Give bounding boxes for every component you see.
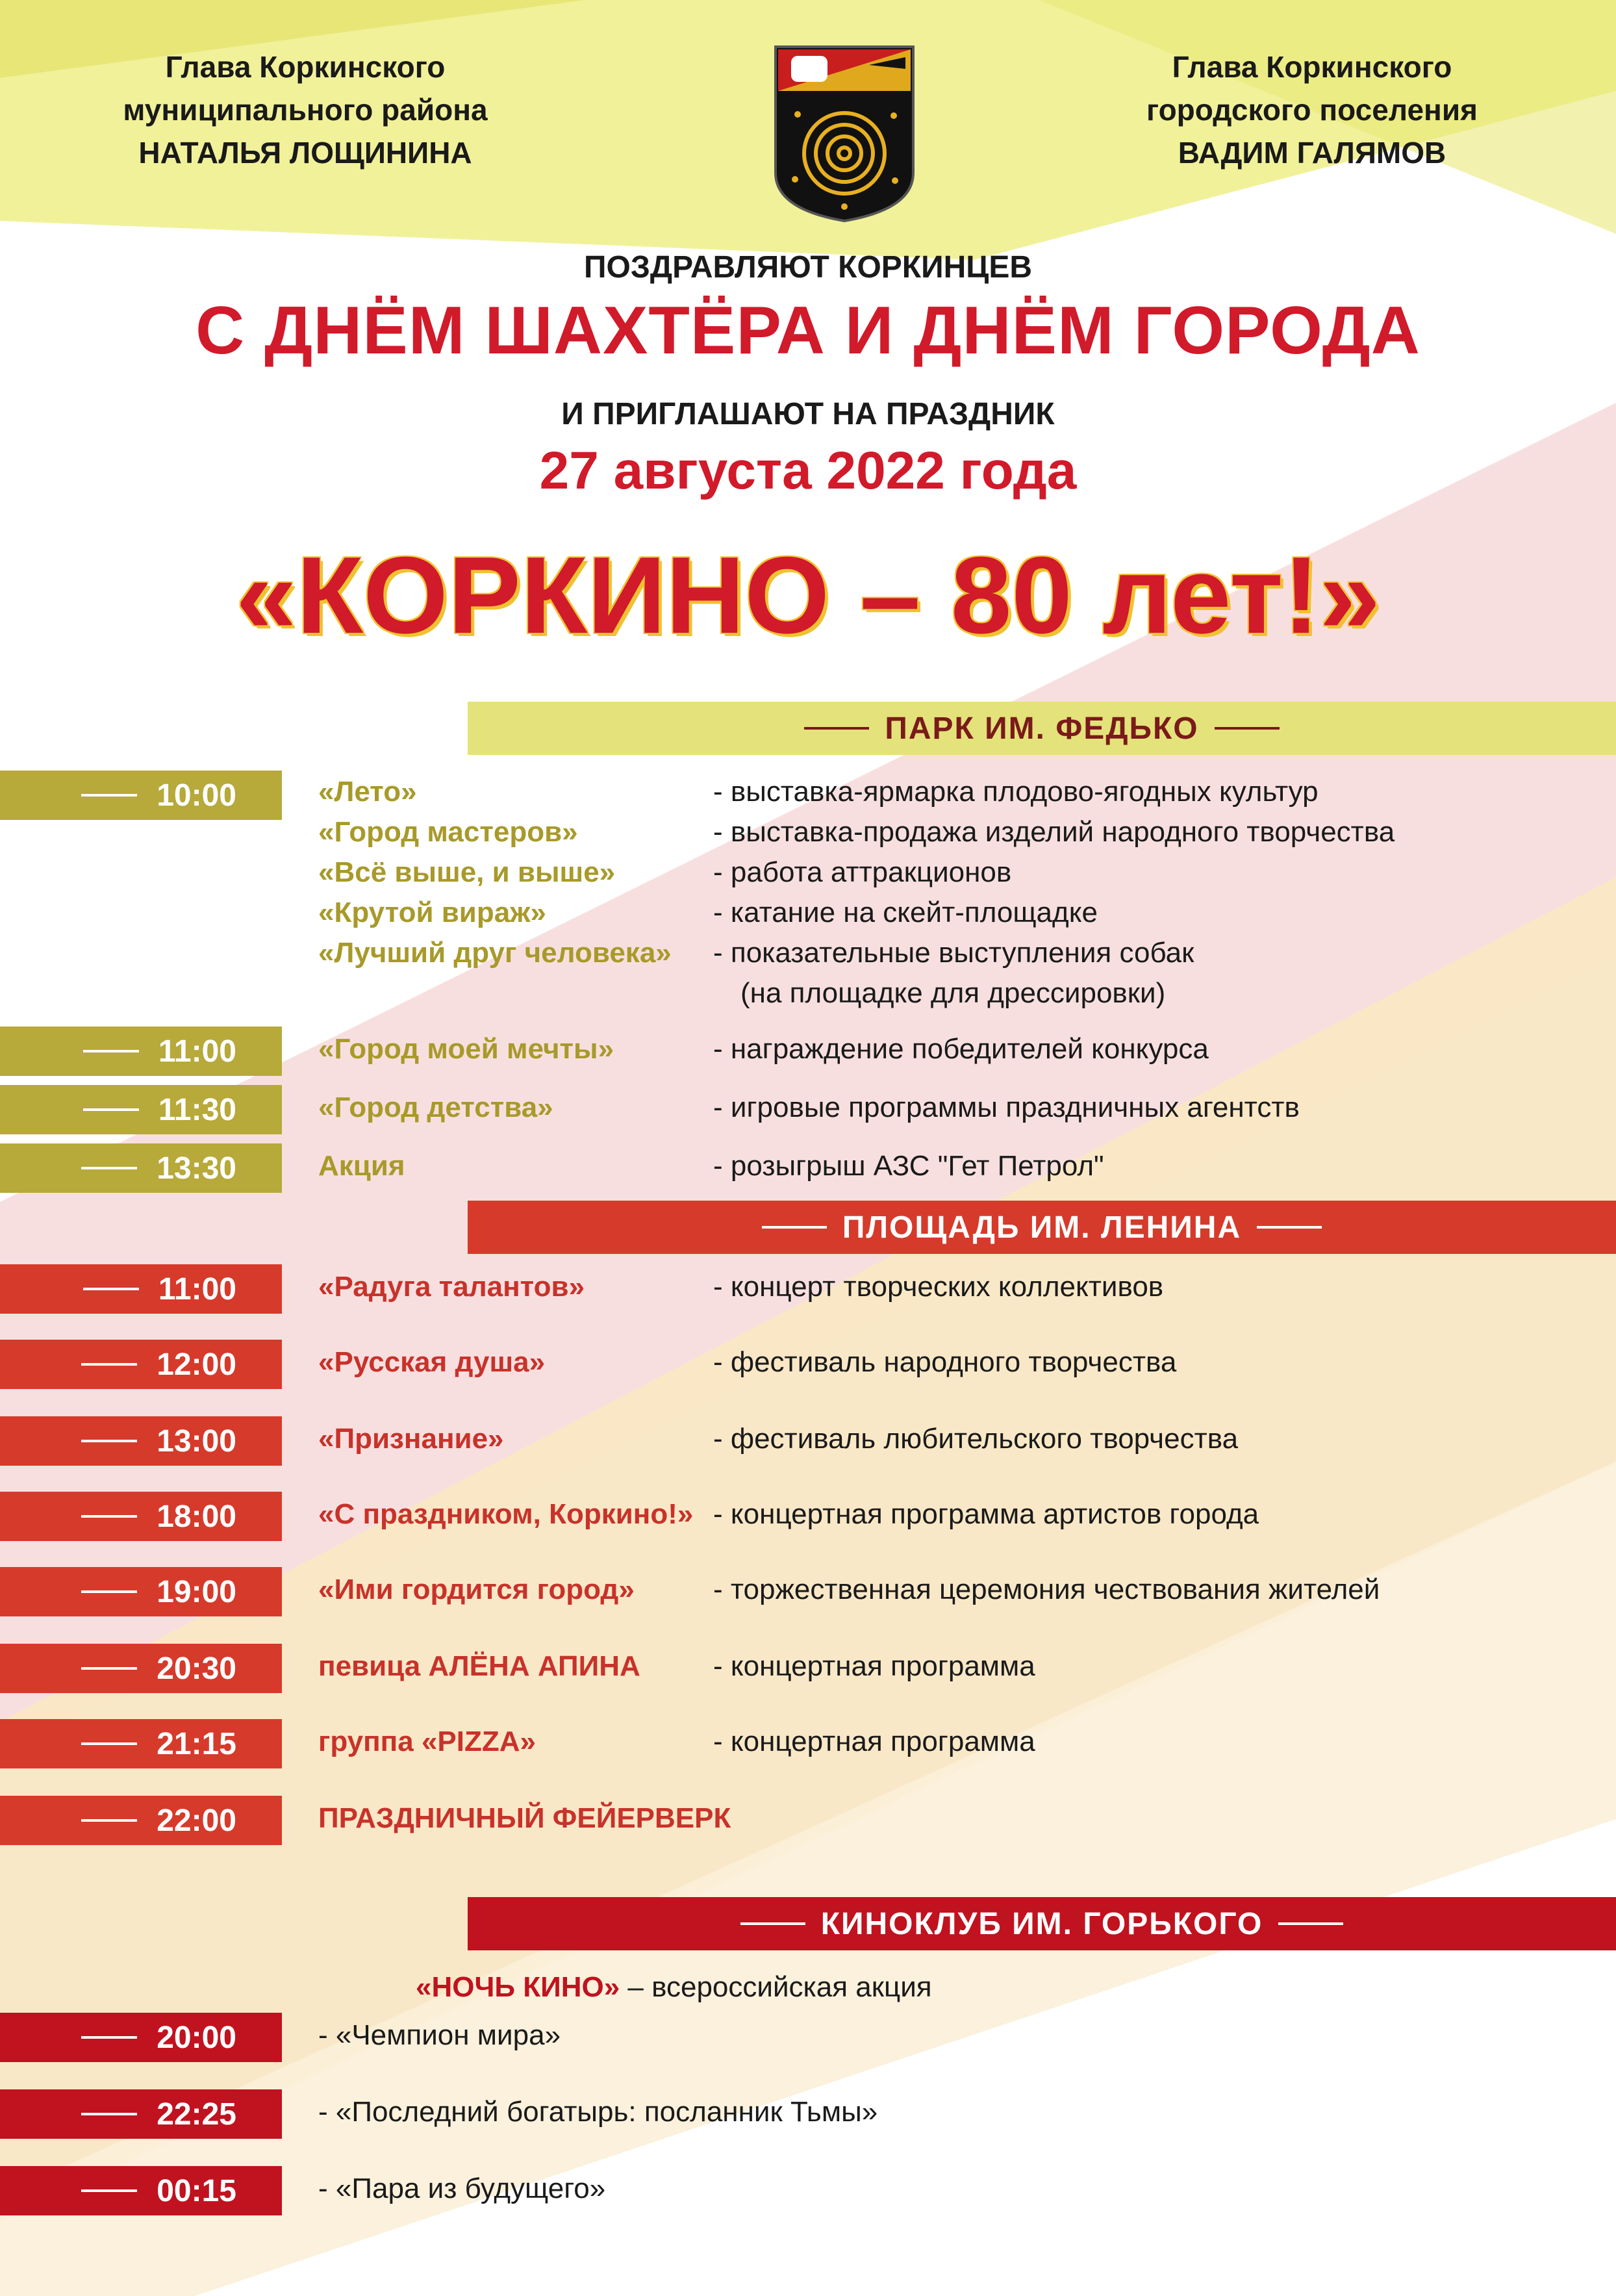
time-dash: [81, 1363, 137, 1366]
time-dash: [81, 1590, 137, 1593]
header-right: [1065, 45, 1559, 174]
event-description: - выставка-ярмарка плодово-ягодных культур: [713, 776, 1319, 808]
time-badge: [0, 1492, 282, 1541]
time-dash: [81, 2113, 137, 2115]
event-description: - выставка-продажа изделий народного творчества: [713, 816, 1395, 848]
event-description: - фестиваль любительского творчества: [713, 1423, 1239, 1455]
time-label: 19:00: [157, 1574, 236, 1609]
event-description: - фестиваль народного творчества: [713, 1346, 1177, 1378]
event-title: «Крутой вираж»: [318, 897, 546, 928]
header-right-line-1: Глава Коркинского: [1172, 50, 1452, 84]
event-description: - катание на скейт-площадке: [713, 897, 1098, 928]
event-description: - концертная программа артистов города: [713, 1498, 1259, 1530]
event-description: - концерт творческих коллективов: [713, 1271, 1164, 1303]
time-label: 22:00: [157, 1803, 236, 1838]
section-dash-left: [740, 1922, 805, 1925]
time-badge: [0, 1644, 282, 1693]
movie-title: - «Чемпион мира»: [318, 2019, 561, 2051]
event-description: - концертная программа: [713, 1726, 1035, 1757]
time-badge: [0, 1085, 282, 1134]
event-title: «Ими гордится город»: [318, 1574, 635, 1605]
time-dash: [81, 1742, 137, 1745]
time-dash: [81, 2189, 137, 2192]
time-label: 11:30: [158, 1092, 236, 1127]
cinema-intro-desc: – всероссийская акция: [620, 1971, 932, 2003]
event-title: «Лето»: [318, 776, 417, 808]
event-note: (на площадке для дрессировки): [740, 977, 1166, 1009]
time-label: 13:30: [157, 1151, 236, 1186]
header-left-line-3: НАТАЛЬЯ ЛОЩИНИНА: [138, 136, 472, 170]
event-description: - торжественная церемония чествования жителей: [713, 1574, 1380, 1605]
event-title: «Город детства»: [318, 1091, 553, 1123]
time-badge: [0, 1796, 282, 1845]
time-label: 11:00: [158, 1034, 236, 1069]
event-title: ПРАЗДНИЧНЫЙ ФЕЙЕРВЕРК: [318, 1802, 731, 1834]
section-label-cinema: КИНОКЛУБ ИМ. ГОРЬКОГО: [820, 1906, 1263, 1941]
time-dash: [81, 1167, 137, 1169]
section-dash-right: [1278, 1922, 1343, 1925]
greeting-line-2: С ДНЁМ ШАХТЁРА И ДНЁМ ГОРОДА: [196, 293, 1420, 368]
time-badge: [0, 2166, 282, 2215]
time-dash: [81, 1667, 137, 1670]
coat-of-arms-logo: [772, 43, 917, 225]
event-description: - концертная программа: [713, 1650, 1035, 1682]
time-dash: [81, 1515, 137, 1518]
time-badge: [0, 1027, 282, 1076]
time-badge: [0, 1567, 282, 1616]
section-label-park: ПАРК ИМ. ФЕДЬКО: [885, 711, 1199, 746]
section-dash-left: [804, 727, 869, 730]
event-title: «Лучший друг человека»: [318, 937, 672, 969]
event-date: 27 августа 2022 года: [539, 441, 1077, 500]
time-dash: [83, 1050, 139, 1052]
time-badge: [0, 1264, 282, 1314]
event-description: - розыгрыш АЗС "Гет Петрол": [713, 1150, 1104, 1182]
time-label: 18:00: [157, 1499, 236, 1534]
time-badge: [0, 2013, 282, 2062]
time-badge: [0, 1143, 282, 1193]
section-title-park: [468, 702, 1616, 755]
event-title: «С праздником, Коркино!»: [318, 1498, 694, 1530]
event-description: - работа аттракционов: [713, 856, 1012, 888]
section-label-square: ПЛОЩАДЬ ИМ. ЛЕНИНА: [842, 1210, 1242, 1245]
time-dash: [81, 794, 137, 797]
event-title: певица АЛЁНА АПИНА: [318, 1650, 640, 1682]
header-right-line-3: ВАДИМ ГАЛЯМОВ: [1178, 136, 1446, 170]
time-badge: [0, 1719, 282, 1768]
event-title: «Город мастеров»: [318, 816, 578, 848]
time-badge: [0, 1340, 282, 1389]
movie-title: - «Пара из будущего»: [318, 2173, 606, 2204]
time-dash: [81, 2036, 137, 2039]
section-dash-right: [1257, 1226, 1322, 1229]
time-dash: [81, 1440, 137, 1442]
time-dash: [83, 1108, 139, 1111]
time-label: 12:00: [157, 1347, 236, 1382]
event-description: - игровые программы праздничных агентств: [713, 1091, 1300, 1123]
time-dash: [83, 1288, 139, 1290]
time-label: 13:00: [157, 1423, 236, 1459]
event-title: «Радуга талантов»: [318, 1271, 585, 1303]
greeting-line-1: ПОЗДРАВЛЯЮТ КОРКИНЦЕВ: [583, 250, 1033, 285]
cinema-intro-title: «НОЧЬ КИНО»: [416, 1971, 620, 2003]
header-left: [58, 45, 552, 174]
header-left-line-1: Глава Коркинского: [165, 50, 446, 84]
movie-title: - «Последний богатырь: посланник Тьмы»: [318, 2096, 878, 2128]
section-title-cinema: [468, 1897, 1616, 1950]
section-dash-left: [762, 1226, 827, 1229]
header-right-line-2: городского поселения: [1146, 93, 1478, 127]
time-label: 22:25: [157, 2097, 236, 2132]
cinema-intro: [416, 1971, 932, 2004]
greeting-line-3: И ПРИГЛАШАЮТ НА ПРАЗДНИК: [561, 397, 1055, 431]
section-dash-right: [1215, 727, 1280, 730]
time-label: 00:15: [157, 2173, 236, 2208]
time-dash: [81, 1819, 137, 1822]
event-title: «Русская душа»: [318, 1346, 546, 1378]
event-description: - награждение победителей конкурса: [713, 1033, 1209, 1065]
event-title: «Признание»: [318, 1423, 504, 1455]
event-title: «Всё выше, и выше»: [318, 856, 616, 888]
headline: «КОРКИНО – 80 лет!»: [236, 534, 1380, 656]
event-title: группа «PIZZA»: [318, 1726, 536, 1757]
time-label: 21:15: [157, 1726, 236, 1761]
time-label: 11:00: [158, 1271, 236, 1307]
time-badge: [0, 1416, 282, 1466]
header-left-line-2: муниципального района: [123, 93, 488, 127]
time-badge: [0, 2089, 282, 2139]
event-description: - показательные выступления собак: [713, 937, 1194, 969]
event-title: Акция: [318, 1150, 405, 1182]
section-title-square: [468, 1201, 1616, 1254]
time-label: 10:00: [157, 778, 236, 813]
time-label: 20:00: [157, 2020, 236, 2055]
time-badge: [0, 771, 282, 820]
event-title: «Город моей мечты»: [318, 1033, 614, 1065]
time-label: 20:30: [157, 1651, 236, 1686]
